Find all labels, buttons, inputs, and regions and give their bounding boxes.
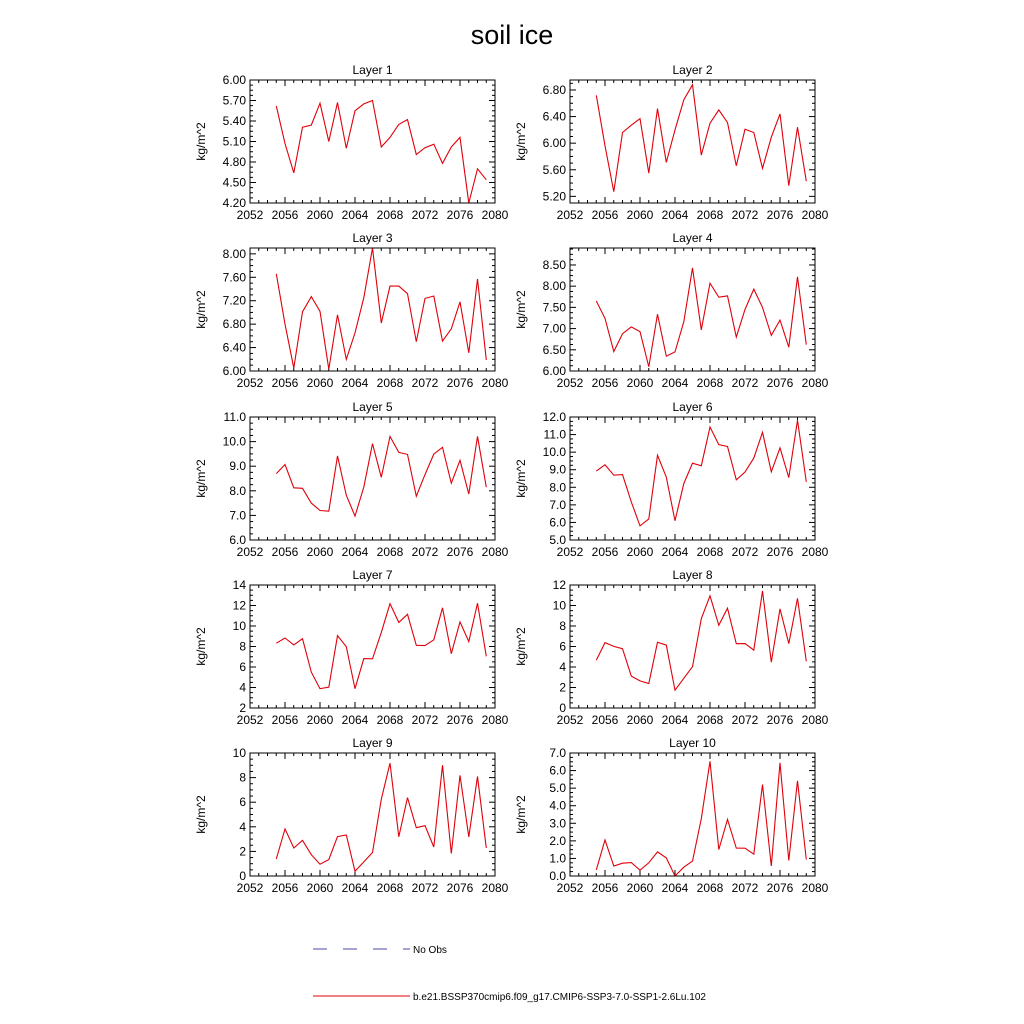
x-tick-label: 2072 <box>731 713 759 727</box>
x-tick-label: 2080 <box>801 376 829 390</box>
y-tick-label: 12 <box>232 598 246 613</box>
y-tick-label: 6.0 <box>229 533 246 547</box>
x-tick-label: 2072 <box>731 881 759 895</box>
y-tick-label: 4.80 <box>222 155 246 169</box>
x-tick-label: 2060 <box>306 545 334 559</box>
x-tick-label: 2056 <box>271 713 299 727</box>
y-tick-label: 10 <box>232 746 246 760</box>
y-tick-label: 4.20 <box>222 196 246 210</box>
y-tick-label: 5.0 <box>549 781 566 796</box>
panel-title: Layer 5 <box>352 400 393 414</box>
y-tick-label: 6 <box>559 639 566 654</box>
y-axis-label: kg/m^2 <box>194 459 208 498</box>
y-tick-label: 0 <box>559 701 566 715</box>
x-tick-label: 2068 <box>696 881 724 895</box>
y-tick-label: 9.0 <box>549 462 566 477</box>
y-tick-label: 0.0 <box>549 869 566 883</box>
x-tick-label: 2076 <box>446 376 474 390</box>
y-axis-label: kg/m^2 <box>514 795 528 834</box>
x-tick-label: 2068 <box>696 376 724 390</box>
x-tick-label: 2056 <box>591 881 619 895</box>
x-tick-label: 2072 <box>411 376 439 390</box>
y-tick-label: 8 <box>559 619 566 633</box>
y-tick-label: 8 <box>239 639 246 654</box>
x-tick-label: 2064 <box>661 881 689 895</box>
y-tick-label: 11.0 <box>543 427 566 442</box>
y-tick-label: 6.40 <box>222 340 246 355</box>
y-axis-label: kg/m^2 <box>514 459 528 498</box>
panel-title: Layer 2 <box>672 63 713 77</box>
y-tick-label: 2 <box>559 680 566 695</box>
y-tick-label: 7.0 <box>549 497 566 512</box>
x-tick-label: 2076 <box>446 713 474 727</box>
y-tick-label: 4 <box>239 680 246 695</box>
x-tick-label: 2076 <box>446 545 474 559</box>
x-tick-label: 2080 <box>801 713 829 727</box>
legend-model-label: b.e21.BSSP370cmip6.f09_g17.CMIP6-SSP3-7.0-SSP1-2.6Lu.102 <box>413 992 706 1003</box>
y-tick-label: 5.20 <box>542 189 566 204</box>
x-tick-label: 2080 <box>801 881 829 895</box>
x-tick-label: 2060 <box>626 208 654 222</box>
y-axis-label: kg/m^2 <box>514 122 528 161</box>
x-tick-label: 2068 <box>376 713 404 727</box>
y-tick-label: 5.60 <box>542 162 566 177</box>
x-tick-label: 2052 <box>556 545 584 559</box>
legend-no-obs-label: No Obs <box>413 945 447 956</box>
x-tick-label: 2060 <box>306 376 334 390</box>
x-tick-label: 2064 <box>341 713 369 727</box>
x-tick-label: 2080 <box>481 713 509 727</box>
x-tick-label: 2052 <box>556 881 584 895</box>
x-tick-label: 2064 <box>661 208 689 222</box>
y-tick-label: 5.40 <box>222 114 246 128</box>
y-axis-label: kg/m^2 <box>514 290 528 329</box>
panel-title: Layer 6 <box>672 400 713 414</box>
y-axis-label: kg/m^2 <box>194 122 208 161</box>
x-tick-label: 2052 <box>236 376 264 390</box>
x-tick-label: 2060 <box>626 881 654 895</box>
y-tick-label: 6.00 <box>542 136 566 151</box>
y-tick-label: 8 <box>239 770 246 785</box>
x-tick-label: 2064 <box>341 545 369 559</box>
x-tick-label: 2064 <box>341 376 369 390</box>
y-tick-label: 4 <box>239 819 246 834</box>
x-tick-label: 2076 <box>766 208 794 222</box>
x-tick-label: 2072 <box>411 713 439 727</box>
y-axis-label: kg/m^2 <box>194 627 208 666</box>
x-tick-label: 2080 <box>481 545 509 559</box>
x-tick-label: 2068 <box>696 713 724 727</box>
x-tick-label: 2064 <box>661 713 689 727</box>
y-tick-label: 7.00 <box>542 321 566 336</box>
x-tick-label: 2056 <box>271 208 299 222</box>
x-tick-label: 2064 <box>341 208 369 222</box>
x-tick-label: 2072 <box>731 208 759 222</box>
x-tick-label: 2060 <box>626 376 654 390</box>
x-tick-label: 2052 <box>556 376 584 390</box>
x-tick-label: 2060 <box>306 881 334 895</box>
x-tick-label: 2076 <box>446 208 474 222</box>
y-axis-label: kg/m^2 <box>514 627 528 666</box>
y-tick-label: 8.50 <box>542 257 566 272</box>
y-tick-label: 9.0 <box>229 459 246 474</box>
y-axis-label: kg/m^2 <box>194 290 208 329</box>
x-tick-label: 2072 <box>731 545 759 559</box>
panel-title: Layer 8 <box>672 568 713 582</box>
x-tick-label: 2076 <box>766 545 794 559</box>
x-tick-label: 2076 <box>766 713 794 727</box>
y-tick-label: 4.0 <box>549 798 566 813</box>
y-tick-label: 8.00 <box>222 246 246 261</box>
x-tick-label: 2072 <box>411 545 439 559</box>
x-tick-label: 2052 <box>236 881 264 895</box>
x-tick-label: 2060 <box>626 713 654 727</box>
x-tick-label: 2076 <box>766 881 794 895</box>
y-tick-label: 7.0 <box>549 746 566 760</box>
x-tick-label: 2080 <box>481 376 509 390</box>
panel-title: Layer 9 <box>352 736 393 750</box>
y-tick-label: 8.0 <box>229 483 246 498</box>
y-tick-label: 6.40 <box>542 109 566 124</box>
y-tick-label: 6.0 <box>549 515 566 530</box>
x-tick-label: 2052 <box>236 208 264 222</box>
y-tick-label: 11.0 <box>223 410 246 424</box>
x-tick-label: 2080 <box>801 545 829 559</box>
x-tick-label: 2052 <box>556 713 584 727</box>
x-tick-label: 2056 <box>271 881 299 895</box>
x-tick-label: 2056 <box>591 376 619 390</box>
y-tick-label: 10 <box>552 598 566 613</box>
panel-title: Layer 7 <box>352 568 393 582</box>
x-tick-label: 2060 <box>626 545 654 559</box>
x-tick-label: 2064 <box>661 545 689 559</box>
y-tick-label: 14 <box>232 578 246 592</box>
y-tick-label: 10 <box>232 619 246 633</box>
x-tick-label: 2072 <box>411 881 439 895</box>
x-tick-label: 2068 <box>376 545 404 559</box>
x-tick-label: 2064 <box>661 376 689 390</box>
x-tick-label: 2056 <box>591 208 619 222</box>
x-tick-label: 2080 <box>801 208 829 222</box>
panel-title: Layer 1 <box>352 63 393 77</box>
y-tick-label: 0 <box>239 869 246 883</box>
y-tick-label: 6 <box>239 660 246 674</box>
y-tick-label: 6.80 <box>222 317 246 332</box>
x-tick-label: 2080 <box>481 881 509 895</box>
y-tick-label: 5.0 <box>549 533 566 547</box>
x-tick-label: 2056 <box>591 545 619 559</box>
x-tick-label: 2068 <box>376 376 404 390</box>
y-tick-label: 8.0 <box>549 480 566 495</box>
y-tick-label: 4.50 <box>222 175 246 190</box>
x-tick-label: 2068 <box>376 881 404 895</box>
x-tick-label: 2068 <box>696 208 724 222</box>
y-tick-label: 10.0 <box>542 445 566 460</box>
x-tick-label: 2064 <box>341 881 369 895</box>
y-tick-label: 6.00 <box>222 73 246 87</box>
y-tick-label: 2 <box>239 844 246 859</box>
y-tick-label: 6.00 <box>222 364 246 378</box>
y-tick-label: 6.80 <box>542 82 566 97</box>
y-tick-label: 12 <box>552 578 566 592</box>
y-tick-label: 5.10 <box>222 134 246 149</box>
x-tick-label: 2056 <box>271 545 299 559</box>
y-tick-label: 2.0 <box>549 833 566 848</box>
x-tick-label: 2060 <box>306 208 334 222</box>
x-tick-label: 2052 <box>236 713 264 727</box>
x-tick-label: 2080 <box>481 208 509 222</box>
panel-title: Layer 3 <box>352 231 393 245</box>
y-tick-label: 7.60 <box>222 270 246 285</box>
x-tick-label: 2052 <box>236 545 264 559</box>
x-tick-label: 2076 <box>766 376 794 390</box>
y-tick-label: 5.70 <box>222 93 246 108</box>
x-tick-label: 2072 <box>731 376 759 390</box>
y-tick-label: 7.20 <box>222 293 246 308</box>
panel-title: Layer 10 <box>669 736 716 750</box>
y-tick-label: 1.0 <box>549 851 566 866</box>
y-tick-label: 6 <box>239 795 246 810</box>
x-tick-label: 2072 <box>411 208 439 222</box>
x-tick-label: 2056 <box>271 376 299 390</box>
y-tick-label: 2 <box>239 701 246 715</box>
y-tick-label: 3.0 <box>549 816 566 831</box>
x-tick-label: 2060 <box>306 713 334 727</box>
y-tick-label: 6.00 <box>542 364 566 378</box>
x-tick-label: 2056 <box>591 713 619 727</box>
x-tick-label: 2052 <box>556 208 584 222</box>
x-tick-label: 2068 <box>376 208 404 222</box>
y-tick-label: 4 <box>559 660 566 674</box>
panel-title: Layer 4 <box>672 231 713 245</box>
y-tick-label: 6.50 <box>542 342 566 357</box>
y-tick-label: 7.50 <box>542 300 566 315</box>
y-tick-label: 12.0 <box>542 410 566 424</box>
y-tick-label: 7.0 <box>229 508 246 523</box>
y-axis-label: kg/m^2 <box>194 795 208 834</box>
x-tick-label: 2068 <box>696 545 724 559</box>
y-tick-label: 6.0 <box>549 763 566 778</box>
y-tick-label: 10.0 <box>222 434 246 449</box>
y-tick-label: 8.00 <box>542 279 566 294</box>
x-tick-label: 2076 <box>446 881 474 895</box>
figure-title: soil ice <box>470 20 554 50</box>
